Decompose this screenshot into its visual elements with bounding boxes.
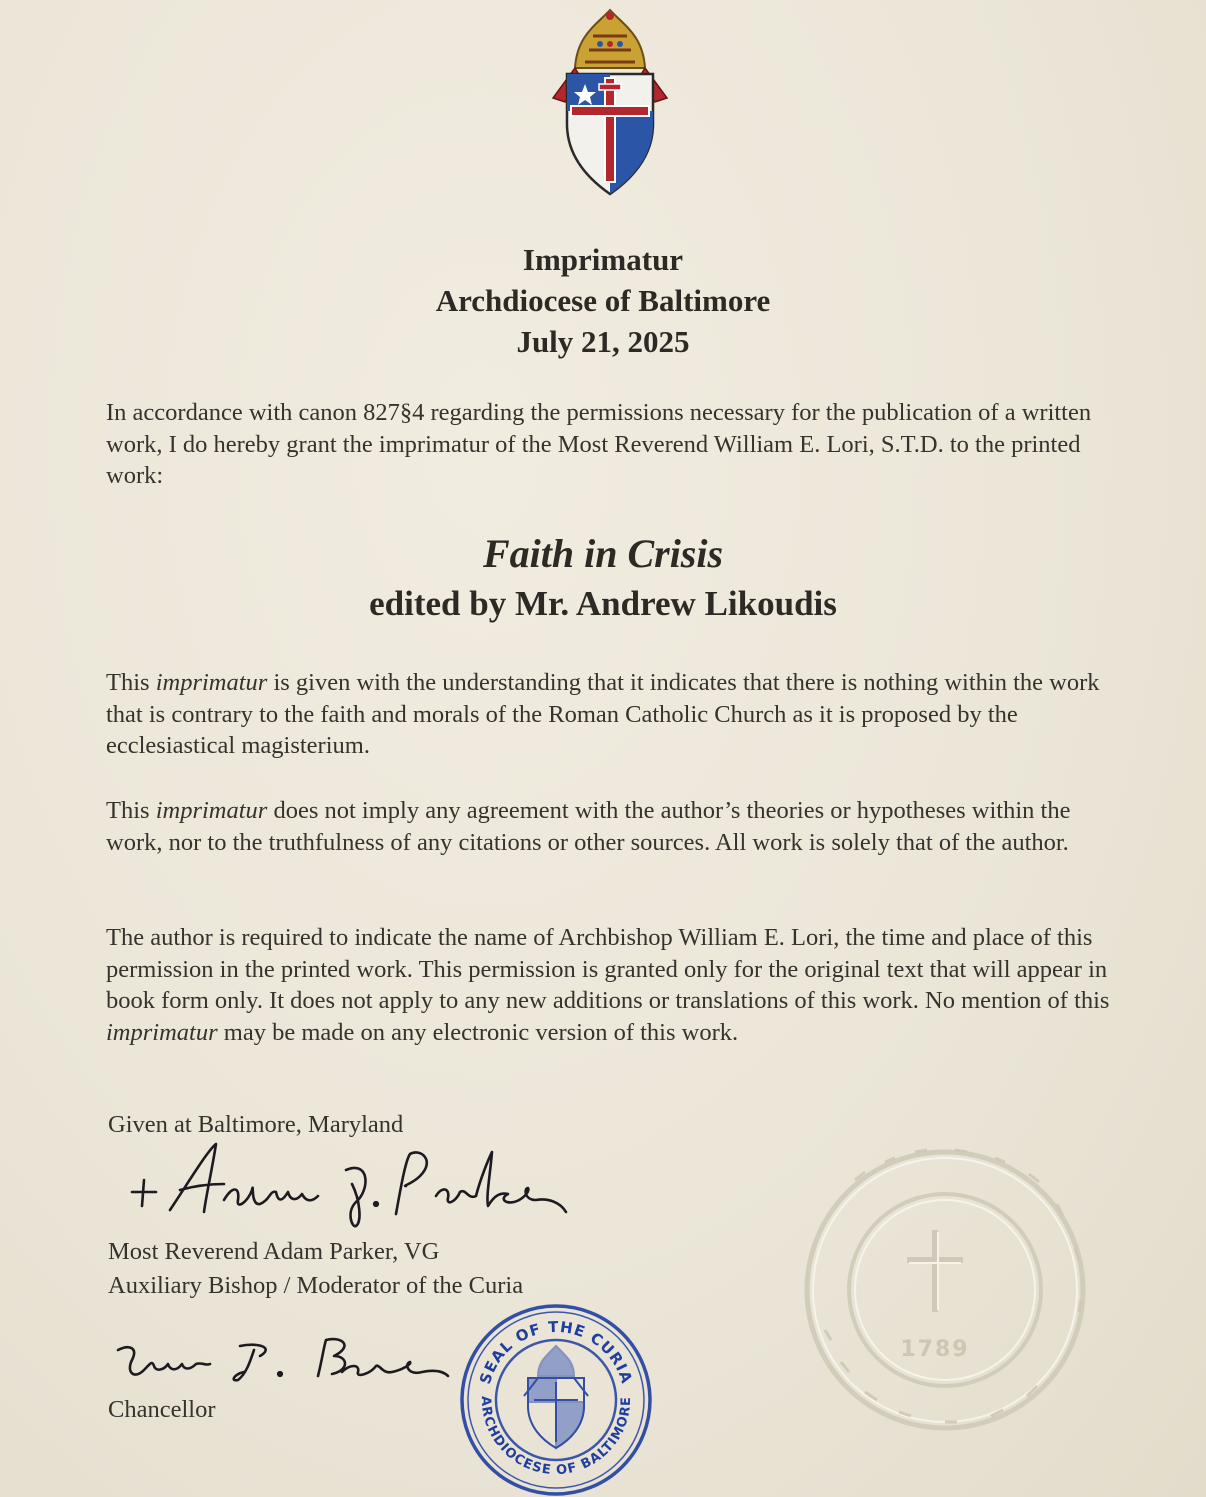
paragraph-text: This xyxy=(106,797,156,824)
diocese-name: Archdiocese of Baltimore xyxy=(435,283,771,318)
work-title: Faith in Crisis xyxy=(482,531,724,576)
document-title: Imprimatur xyxy=(522,242,684,277)
requirements-paragraph xyxy=(106,922,1116,1048)
curia-seal-stamp xyxy=(458,1302,654,1497)
archdiocese-crest-icon xyxy=(545,6,675,201)
paragraph-text: does not imply any agreement with the author’s theories or hypotheses within the work, nor to the truthfulness of any citations or other sources. All work is solely that of the author. xyxy=(106,797,1071,856)
intro-paragraph: In accordance with canon 827§4 regarding the permissions necessary for the publication of a written work, I do hereby grant the imprimatur of the Most Reverend William E. Lori, S.T.D. to the printed work: xyxy=(106,399,1092,489)
paragraph-text: is given with the understanding that it indicates that there is nothing within the work that is contrary to the faith and morals of the Roman Catholic Church as it is proposed by the ecclesiastical magisterium. xyxy=(106,669,1100,759)
chancellor-signature xyxy=(110,1330,450,1390)
disclaimer-paragraph xyxy=(106,795,1116,858)
signer-title: Auxiliary Bishop / Moderator of the Curia xyxy=(108,1272,524,1299)
given-at-place: Given at Baltimore, Maryland xyxy=(108,1111,404,1138)
svg-text:SEAL OF THE CURIA: SEAL OF THE CURIA xyxy=(476,1317,636,1387)
imprimatur-term: imprimatur xyxy=(155,669,268,696)
paragraph-text: may be made on any electronic version of this work. xyxy=(217,1018,739,1046)
paragraph-text: This xyxy=(106,669,156,696)
work-editor: edited by Mr. Andrew Likoudis xyxy=(369,584,837,623)
imprimatur-term: imprimatur xyxy=(106,1018,218,1046)
document-date: July 21, 2025 xyxy=(516,324,690,359)
understanding-paragraph xyxy=(106,667,1116,762)
paragraph-text: The author is required to indicate the name of Archbishop William E. Lori, the time and place of this permission in the printed work. This permission is granted only for the original text that will appear in book form only. It does not apply to any new additions or translations of this work. No mention of this xyxy=(106,924,1110,1014)
imprimatur-term: imprimatur xyxy=(155,797,268,824)
embossed-seal xyxy=(795,1140,1095,1440)
svg-text:ARCHDIOCESE OF BALTIMORE: ARCHDIOCESE OF BALTIMORE xyxy=(477,1395,635,1479)
signer-name: Most Reverend Adam Parker, VG xyxy=(108,1238,440,1265)
seal-year: 1789 xyxy=(900,1337,970,1362)
bishop-signature xyxy=(120,1140,570,1230)
chancellor-title: Chancellor xyxy=(108,1396,216,1423)
